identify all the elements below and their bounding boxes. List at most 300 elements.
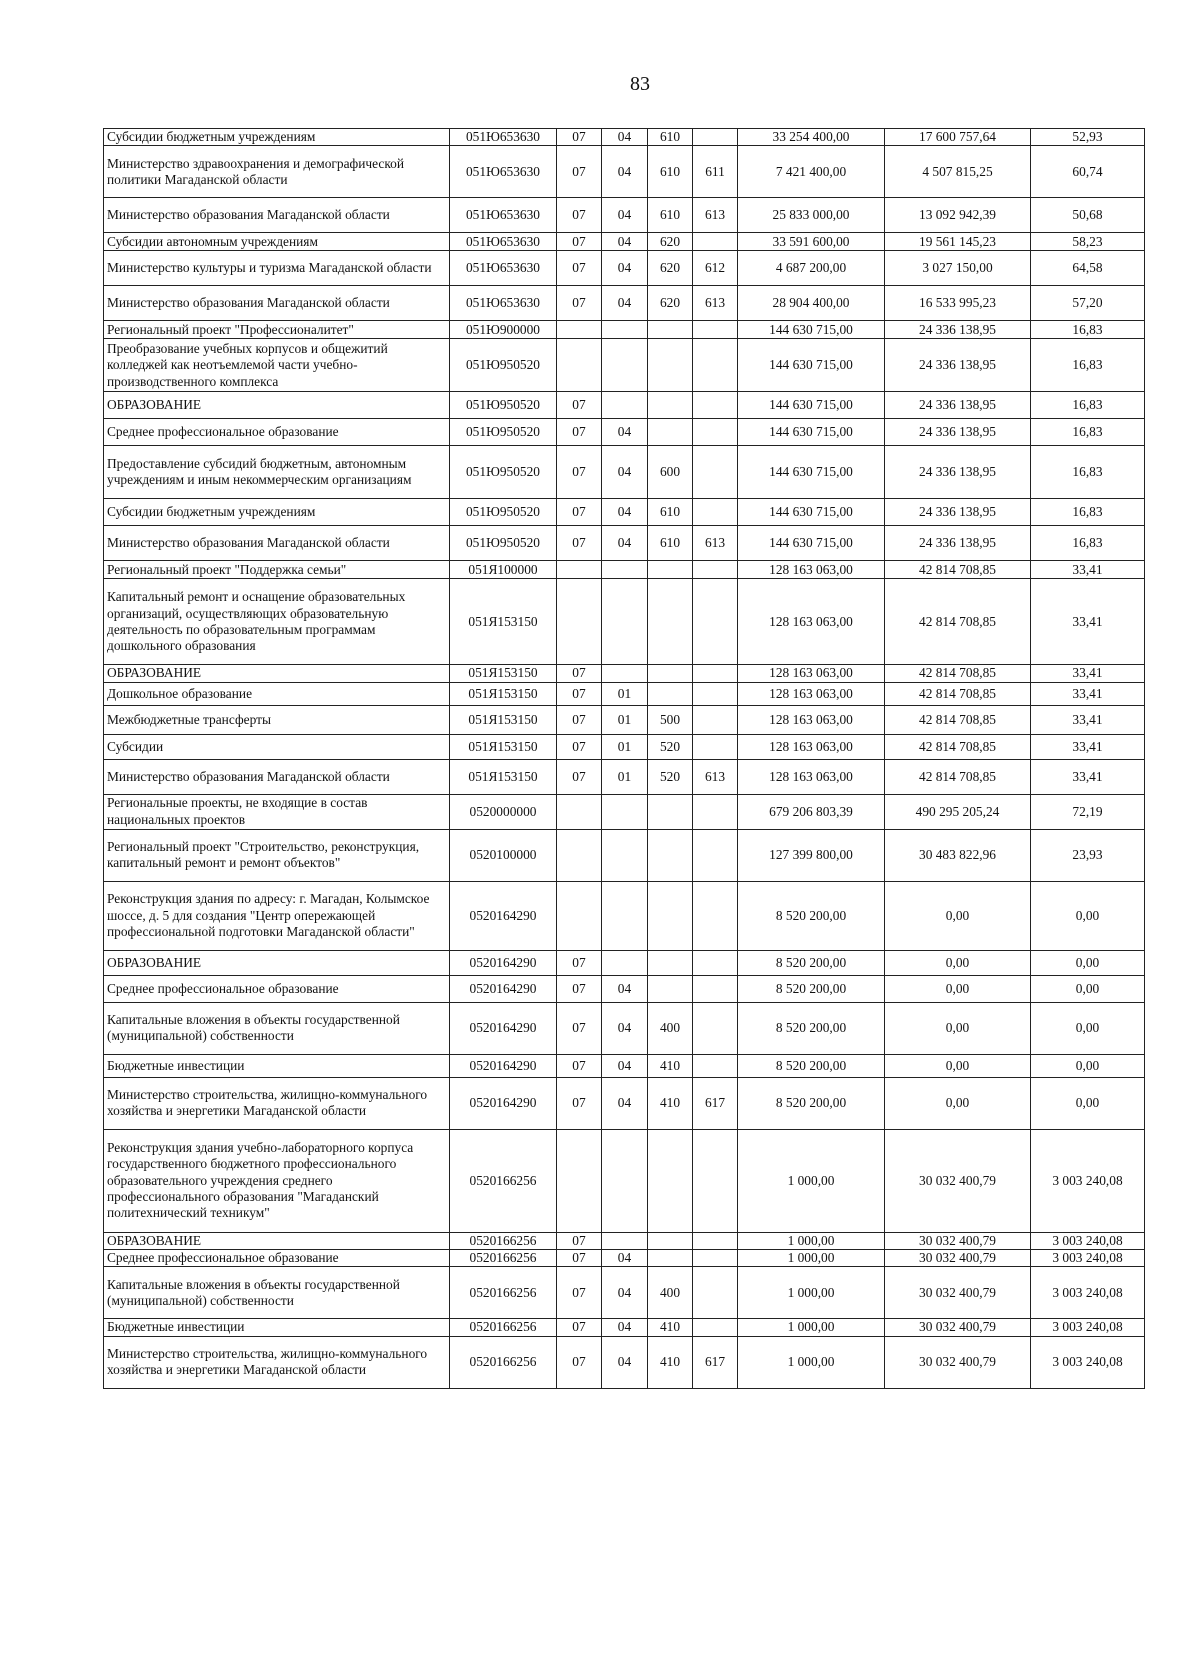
section-code-cell xyxy=(557,339,602,392)
table-row xyxy=(104,561,1145,579)
table-row xyxy=(104,1267,1145,1319)
subsection-code-cell: 01 xyxy=(602,759,648,794)
administrator-code-cell xyxy=(693,579,738,665)
item-name-cell: Среднее профессиональное образование xyxy=(104,975,450,1002)
item-name-cell: Межбюджетные трансферты xyxy=(104,705,450,734)
item-name-cell: Среднее профессиональное образование xyxy=(104,1250,450,1267)
executed-amount-cell: 0,00 xyxy=(885,881,1031,950)
expense-type-code-cell: 500 xyxy=(648,705,693,734)
execution-percent-cell: 3 003 240,08 xyxy=(1031,1232,1145,1249)
section-code-cell: 07 xyxy=(557,665,602,682)
administrator-code-cell: 612 xyxy=(693,251,738,286)
table-row xyxy=(104,1250,1145,1267)
section-code-cell xyxy=(557,881,602,950)
subsection-code-cell xyxy=(602,339,648,392)
subsection-code-cell xyxy=(602,392,648,419)
table-row xyxy=(104,446,1145,499)
item-name-cell: Региональный проект "Строительство, реконструкция, капитальный ремонт и ремонт объектов" xyxy=(104,829,450,881)
execution-percent-cell: 0,00 xyxy=(1031,881,1145,950)
expense-type-code-cell: 610 xyxy=(648,526,693,561)
subsection-code-cell: 04 xyxy=(602,198,648,233)
planned-amount-cell: 1 000,00 xyxy=(738,1267,885,1319)
item-name-cell: Министерство строительства, жилищно-коммунального хозяйства и энергетики Магаданской области xyxy=(104,1077,450,1129)
table-row xyxy=(104,419,1145,446)
table-row xyxy=(104,251,1145,286)
expense-type-code-cell: 400 xyxy=(648,1002,693,1054)
target-code-cell: 0520164290 xyxy=(450,950,557,975)
executed-amount-cell: 42 814 708,85 xyxy=(885,705,1031,734)
administrator-code-cell xyxy=(693,321,738,339)
planned-amount-cell: 1 000,00 xyxy=(738,1232,885,1249)
expense-type-code-cell: 520 xyxy=(648,759,693,794)
administrator-code-cell xyxy=(693,129,738,146)
executed-amount-cell: 42 814 708,85 xyxy=(885,579,1031,665)
administrator-code-cell xyxy=(693,1129,738,1232)
subsection-code-cell: 04 xyxy=(602,1336,648,1388)
subsection-code-cell xyxy=(602,579,648,665)
executed-amount-cell: 42 814 708,85 xyxy=(885,561,1031,579)
target-code-cell: 0520166256 xyxy=(450,1267,557,1319)
executed-amount-cell: 30 483 822,96 xyxy=(885,829,1031,881)
executed-amount-cell: 490 295 205,24 xyxy=(885,794,1031,829)
planned-amount-cell: 128 163 063,00 xyxy=(738,561,885,579)
item-name-cell: ОБРАЗОВАНИЕ xyxy=(104,950,450,975)
target-code-cell: 051Я153150 xyxy=(450,734,557,759)
execution-percent-cell: 3 003 240,08 xyxy=(1031,1129,1145,1232)
expense-type-code-cell: 400 xyxy=(648,1267,693,1319)
item-name-cell: Среднее профессиональное образование xyxy=(104,419,450,446)
section-code-cell: 07 xyxy=(557,1267,602,1319)
planned-amount-cell: 8 520 200,00 xyxy=(738,1077,885,1129)
administrator-code-cell xyxy=(693,419,738,446)
target-code-cell: 051Ю653630 xyxy=(450,129,557,146)
table-row xyxy=(104,129,1145,146)
expense-type-code-cell xyxy=(648,419,693,446)
execution-percent-cell: 52,93 xyxy=(1031,129,1145,146)
execution-percent-cell: 33,41 xyxy=(1031,705,1145,734)
expense-type-code-cell xyxy=(648,665,693,682)
administrator-code-cell xyxy=(693,392,738,419)
target-code-cell: 051Ю653630 xyxy=(450,233,557,251)
section-code-cell: 07 xyxy=(557,286,602,321)
table-row xyxy=(104,321,1145,339)
execution-percent-cell: 33,41 xyxy=(1031,734,1145,759)
execution-percent-cell: 33,41 xyxy=(1031,665,1145,682)
item-name-cell: Дошкольное образование xyxy=(104,682,450,705)
target-code-cell: 051Ю950520 xyxy=(450,419,557,446)
subsection-code-cell xyxy=(602,561,648,579)
target-code-cell: 051Я153150 xyxy=(450,705,557,734)
administrator-code-cell: 613 xyxy=(693,198,738,233)
expense-type-code-cell xyxy=(648,881,693,950)
administrator-code-cell xyxy=(693,233,738,251)
administrator-code-cell xyxy=(693,1002,738,1054)
subsection-code-cell: 04 xyxy=(602,526,648,561)
planned-amount-cell: 8 520 200,00 xyxy=(738,881,885,950)
subsection-code-cell: 04 xyxy=(602,1077,648,1129)
executed-amount-cell: 24 336 138,95 xyxy=(885,321,1031,339)
planned-amount-cell: 128 163 063,00 xyxy=(738,682,885,705)
target-code-cell: 0520166256 xyxy=(450,1250,557,1267)
table-row xyxy=(104,794,1145,829)
section-code-cell: 07 xyxy=(557,198,602,233)
item-name-cell: Министерство здравоохранения и демографической политики Магаданской области xyxy=(104,146,450,198)
table-body xyxy=(104,129,1145,1389)
subsection-code-cell: 04 xyxy=(602,499,648,526)
expense-type-code-cell xyxy=(648,561,693,579)
planned-amount-cell: 4 687 200,00 xyxy=(738,251,885,286)
executed-amount-cell: 0,00 xyxy=(885,1077,1031,1129)
target-code-cell: 0520164290 xyxy=(450,881,557,950)
section-code-cell xyxy=(557,321,602,339)
expense-type-code-cell: 410 xyxy=(648,1336,693,1388)
section-code-cell: 07 xyxy=(557,1077,602,1129)
section-code-cell: 07 xyxy=(557,950,602,975)
expense-type-code-cell xyxy=(648,321,693,339)
target-code-cell: 051Ю653630 xyxy=(450,251,557,286)
subsection-code-cell: 04 xyxy=(602,1250,648,1267)
section-code-cell: 07 xyxy=(557,1232,602,1249)
target-code-cell: 051Я100000 xyxy=(450,561,557,579)
expense-type-code-cell xyxy=(648,579,693,665)
subsection-code-cell xyxy=(602,1129,648,1232)
expense-type-code-cell: 410 xyxy=(648,1054,693,1077)
administrator-code-cell xyxy=(693,1232,738,1249)
section-code-cell: 07 xyxy=(557,734,602,759)
executed-amount-cell: 42 814 708,85 xyxy=(885,682,1031,705)
target-code-cell: 0520100000 xyxy=(450,829,557,881)
expense-type-code-cell xyxy=(648,1250,693,1267)
subsection-code-cell: 01 xyxy=(602,682,648,705)
target-code-cell: 051Я153150 xyxy=(450,759,557,794)
expense-type-code-cell xyxy=(648,1232,693,1249)
execution-percent-cell: 16,83 xyxy=(1031,419,1145,446)
table-row xyxy=(104,339,1145,392)
administrator-code-cell: 611 xyxy=(693,146,738,198)
execution-percent-cell: 0,00 xyxy=(1031,950,1145,975)
administrator-code-cell xyxy=(693,705,738,734)
section-code-cell: 07 xyxy=(557,233,602,251)
section-code-cell: 07 xyxy=(557,446,602,499)
executed-amount-cell: 42 814 708,85 xyxy=(885,665,1031,682)
execution-percent-cell: 64,58 xyxy=(1031,251,1145,286)
section-code-cell xyxy=(557,1129,602,1232)
planned-amount-cell: 128 163 063,00 xyxy=(738,705,885,734)
executed-amount-cell: 4 507 815,25 xyxy=(885,146,1031,198)
execution-percent-cell: 33,41 xyxy=(1031,579,1145,665)
planned-amount-cell: 144 630 715,00 xyxy=(738,392,885,419)
table-row xyxy=(104,1129,1145,1232)
administrator-code-cell xyxy=(693,1267,738,1319)
section-code-cell: 07 xyxy=(557,499,602,526)
administrator-code-cell xyxy=(693,881,738,950)
expense-type-code-cell: 610 xyxy=(648,499,693,526)
target-code-cell: 0520000000 xyxy=(450,794,557,829)
item-name-cell: Реконструкция здания учебно-лабораторного корпуса государственного бюджетного профессионального образовательного учреждения среднего профессионального образования "Магаданский политехнический техникум" xyxy=(104,1129,450,1232)
execution-percent-cell: 0,00 xyxy=(1031,1002,1145,1054)
item-name-cell: ОБРАЗОВАНИЕ xyxy=(104,1232,450,1249)
section-code-cell xyxy=(557,579,602,665)
item-name-cell: Министерство строительства, жилищно-коммунального хозяйства и энергетики Магаданской области xyxy=(104,1336,450,1388)
executed-amount-cell: 30 032 400,79 xyxy=(885,1336,1031,1388)
execution-percent-cell: 16,83 xyxy=(1031,392,1145,419)
planned-amount-cell: 128 163 063,00 xyxy=(738,579,885,665)
planned-amount-cell: 25 833 000,00 xyxy=(738,198,885,233)
table-row xyxy=(104,579,1145,665)
executed-amount-cell: 0,00 xyxy=(885,975,1031,1002)
subsection-code-cell: 04 xyxy=(602,286,648,321)
item-name-cell: Преобразование учебных корпусов и общежитий колледжей как неотъемлемой части учебно-производственного комплекса xyxy=(104,339,450,392)
expense-type-code-cell xyxy=(648,950,693,975)
executed-amount-cell: 19 561 145,23 xyxy=(885,233,1031,251)
planned-amount-cell: 128 163 063,00 xyxy=(738,665,885,682)
planned-amount-cell: 144 630 715,00 xyxy=(738,321,885,339)
page-number: 83 xyxy=(630,73,650,95)
table-row xyxy=(104,881,1145,950)
execution-percent-cell: 50,68 xyxy=(1031,198,1145,233)
section-code-cell: 07 xyxy=(557,759,602,794)
expense-type-code-cell xyxy=(648,682,693,705)
table-row xyxy=(104,1319,1145,1336)
planned-amount-cell: 8 520 200,00 xyxy=(738,975,885,1002)
target-code-cell: 051Я153150 xyxy=(450,682,557,705)
subsection-code-cell: 04 xyxy=(602,419,648,446)
table-row xyxy=(104,146,1145,198)
target-code-cell: 0520164290 xyxy=(450,1077,557,1129)
expense-type-code-cell xyxy=(648,975,693,1002)
planned-amount-cell: 33 591 600,00 xyxy=(738,233,885,251)
item-name-cell: Министерство образования Магаданской области xyxy=(104,526,450,561)
execution-percent-cell: 3 003 240,08 xyxy=(1031,1267,1145,1319)
target-code-cell: 051Ю653630 xyxy=(450,198,557,233)
administrator-code-cell xyxy=(693,829,738,881)
table-row xyxy=(104,392,1145,419)
administrator-code-cell xyxy=(693,446,738,499)
target-code-cell: 0520164290 xyxy=(450,975,557,1002)
table-row xyxy=(104,1054,1145,1077)
expense-type-code-cell: 600 xyxy=(648,446,693,499)
table-row xyxy=(104,198,1145,233)
execution-percent-cell: 3 003 240,08 xyxy=(1031,1319,1145,1336)
executed-amount-cell: 42 814 708,85 xyxy=(885,759,1031,794)
planned-amount-cell: 127 399 800,00 xyxy=(738,829,885,881)
subsection-code-cell: 01 xyxy=(602,705,648,734)
item-name-cell: Министерство культуры и туризма Магаданской области xyxy=(104,251,450,286)
planned-amount-cell: 128 163 063,00 xyxy=(738,734,885,759)
administrator-code-cell: 617 xyxy=(693,1077,738,1129)
subsection-code-cell: 04 xyxy=(602,129,648,146)
planned-amount-cell: 144 630 715,00 xyxy=(738,339,885,392)
item-name-cell: ОБРАЗОВАНИЕ xyxy=(104,392,450,419)
subsection-code-cell: 04 xyxy=(602,233,648,251)
section-code-cell: 07 xyxy=(557,682,602,705)
planned-amount-cell: 1 000,00 xyxy=(738,1129,885,1232)
item-name-cell: Региональный проект "Поддержка семьи" xyxy=(104,561,450,579)
target-code-cell: 051Ю653630 xyxy=(450,146,557,198)
subsection-code-cell: 04 xyxy=(602,146,648,198)
execution-percent-cell: 3 003 240,08 xyxy=(1031,1250,1145,1267)
item-name-cell: Капитальные вложения в объекты государственной (муниципальной) собственности xyxy=(104,1002,450,1054)
subsection-code-cell: 04 xyxy=(602,1267,648,1319)
target-code-cell: 0520166256 xyxy=(450,1129,557,1232)
planned-amount-cell: 7 421 400,00 xyxy=(738,146,885,198)
target-code-cell: 0520166256 xyxy=(450,1319,557,1336)
administrator-code-cell xyxy=(693,665,738,682)
planned-amount-cell: 1 000,00 xyxy=(738,1319,885,1336)
administrator-code-cell xyxy=(693,339,738,392)
execution-percent-cell: 16,83 xyxy=(1031,526,1145,561)
section-code-cell xyxy=(557,829,602,881)
table-row xyxy=(104,1077,1145,1129)
executed-amount-cell: 30 032 400,79 xyxy=(885,1250,1031,1267)
section-code-cell xyxy=(557,794,602,829)
expense-type-code-cell xyxy=(648,829,693,881)
execution-percent-cell: 16,83 xyxy=(1031,339,1145,392)
planned-amount-cell: 8 520 200,00 xyxy=(738,1054,885,1077)
administrator-code-cell xyxy=(693,794,738,829)
item-name-cell: Субсидии бюджетным учреждениям xyxy=(104,129,450,146)
expense-type-code-cell: 620 xyxy=(648,286,693,321)
item-name-cell: Министерство образования Магаданской области xyxy=(104,286,450,321)
target-code-cell: 0520166256 xyxy=(450,1336,557,1388)
planned-amount-cell: 1 000,00 xyxy=(738,1250,885,1267)
section-code-cell: 07 xyxy=(557,1250,602,1267)
executed-amount-cell: 42 814 708,85 xyxy=(885,734,1031,759)
target-code-cell: 051Я153150 xyxy=(450,665,557,682)
table-row xyxy=(104,759,1145,794)
administrator-code-cell: 613 xyxy=(693,286,738,321)
item-name-cell: Субсидии xyxy=(104,734,450,759)
expense-type-code-cell xyxy=(648,392,693,419)
subsection-code-cell: 04 xyxy=(602,446,648,499)
planned-amount-cell: 33 254 400,00 xyxy=(738,129,885,146)
item-name-cell: Реконструкция здания по адресу: г. Магадан, Колымское шоссе, д. 5 для создания "Центр опережающей профессиональной подготовки Магаданской области" xyxy=(104,881,450,950)
expense-type-code-cell: 620 xyxy=(648,251,693,286)
table-row xyxy=(104,499,1145,526)
subsection-code-cell: 04 xyxy=(602,975,648,1002)
planned-amount-cell: 128 163 063,00 xyxy=(738,759,885,794)
planned-amount-cell: 144 630 715,00 xyxy=(738,526,885,561)
table-row xyxy=(104,526,1145,561)
execution-percent-cell: 3 003 240,08 xyxy=(1031,1336,1145,1388)
executed-amount-cell: 13 092 942,39 xyxy=(885,198,1031,233)
administrator-code-cell xyxy=(693,682,738,705)
subsection-code-cell: 04 xyxy=(602,1002,648,1054)
item-name-cell: ОБРАЗОВАНИЕ xyxy=(104,665,450,682)
executed-amount-cell: 30 032 400,79 xyxy=(885,1267,1031,1319)
execution-percent-cell: 23,93 xyxy=(1031,829,1145,881)
item-name-cell: Министерство образования Магаданской области xyxy=(104,198,450,233)
executed-amount-cell: 0,00 xyxy=(885,1054,1031,1077)
executed-amount-cell: 24 336 138,95 xyxy=(885,392,1031,419)
item-name-cell: Региональные проекты, не входящие в состав национальных проектов xyxy=(104,794,450,829)
target-code-cell: 051Ю950520 xyxy=(450,526,557,561)
planned-amount-cell: 679 206 803,39 xyxy=(738,794,885,829)
execution-percent-cell: 57,20 xyxy=(1031,286,1145,321)
execution-percent-cell: 16,83 xyxy=(1031,321,1145,339)
expense-type-code-cell xyxy=(648,1129,693,1232)
section-code-cell: 07 xyxy=(557,419,602,446)
execution-percent-cell: 0,00 xyxy=(1031,975,1145,1002)
executed-amount-cell: 3 027 150,00 xyxy=(885,251,1031,286)
table-row xyxy=(104,705,1145,734)
target-code-cell: 051Ю950520 xyxy=(450,499,557,526)
subsection-code-cell: 04 xyxy=(602,1054,648,1077)
table-row xyxy=(104,734,1145,759)
administrator-code-cell: 617 xyxy=(693,1336,738,1388)
table-row xyxy=(104,1336,1145,1388)
target-code-cell: 051Ю950520 xyxy=(450,446,557,499)
section-code-cell: 07 xyxy=(557,146,602,198)
expense-type-code-cell: 610 xyxy=(648,198,693,233)
section-code-cell: 07 xyxy=(557,1319,602,1336)
administrator-code-cell xyxy=(693,1250,738,1267)
expense-type-code-cell xyxy=(648,339,693,392)
expense-type-code-cell: 410 xyxy=(648,1319,693,1336)
section-code-cell xyxy=(557,561,602,579)
execution-percent-cell: 0,00 xyxy=(1031,1077,1145,1129)
target-code-cell: 051Ю900000 xyxy=(450,321,557,339)
section-code-cell: 07 xyxy=(557,1054,602,1077)
target-code-cell: 051Ю950520 xyxy=(450,392,557,419)
execution-percent-cell: 16,83 xyxy=(1031,499,1145,526)
table-row xyxy=(104,1002,1145,1054)
table-row xyxy=(104,950,1145,975)
table-row xyxy=(104,975,1145,1002)
table-row xyxy=(104,829,1145,881)
executed-amount-cell: 0,00 xyxy=(885,1002,1031,1054)
executed-amount-cell: 30 032 400,79 xyxy=(885,1319,1031,1336)
subsection-code-cell: 04 xyxy=(602,1319,648,1336)
item-name-cell: Министерство образования Магаданской области xyxy=(104,759,450,794)
subsection-code-cell xyxy=(602,665,648,682)
target-code-cell: 051Ю653630 xyxy=(450,286,557,321)
administrator-code-cell xyxy=(693,1319,738,1336)
item-name-cell: Предоставление субсидий бюджетным, автономным учреждениям и иным некоммерческим организациям xyxy=(104,446,450,499)
planned-amount-cell: 8 520 200,00 xyxy=(738,950,885,975)
execution-percent-cell: 16,83 xyxy=(1031,446,1145,499)
item-name-cell: Бюджетные инвестиции xyxy=(104,1054,450,1077)
administrator-code-cell: 613 xyxy=(693,759,738,794)
section-code-cell: 07 xyxy=(557,251,602,286)
executed-amount-cell: 24 336 138,95 xyxy=(885,499,1031,526)
subsection-code-cell xyxy=(602,321,648,339)
administrator-code-cell xyxy=(693,499,738,526)
administrator-code-cell xyxy=(693,734,738,759)
table-row xyxy=(104,286,1145,321)
executed-amount-cell: 0,00 xyxy=(885,950,1031,975)
executed-amount-cell: 30 032 400,79 xyxy=(885,1232,1031,1249)
target-code-cell: 0520164290 xyxy=(450,1054,557,1077)
item-name-cell: Бюджетные инвестиции xyxy=(104,1319,450,1336)
execution-percent-cell: 33,41 xyxy=(1031,561,1145,579)
target-code-cell: 051Я153150 xyxy=(450,579,557,665)
subsection-code-cell: 04 xyxy=(602,251,648,286)
executed-amount-cell: 24 336 138,95 xyxy=(885,446,1031,499)
section-code-cell: 07 xyxy=(557,1336,602,1388)
planned-amount-cell: 144 630 715,00 xyxy=(738,499,885,526)
execution-percent-cell: 33,41 xyxy=(1031,682,1145,705)
section-code-cell: 07 xyxy=(557,705,602,734)
execution-percent-cell: 33,41 xyxy=(1031,759,1145,794)
executed-amount-cell: 16 533 995,23 xyxy=(885,286,1031,321)
administrator-code-cell xyxy=(693,950,738,975)
item-name-cell: Субсидии бюджетным учреждениям xyxy=(104,499,450,526)
administrator-code-cell xyxy=(693,1054,738,1077)
section-code-cell: 07 xyxy=(557,526,602,561)
budget-execution-table xyxy=(103,128,1145,1389)
execution-percent-cell: 58,23 xyxy=(1031,233,1145,251)
